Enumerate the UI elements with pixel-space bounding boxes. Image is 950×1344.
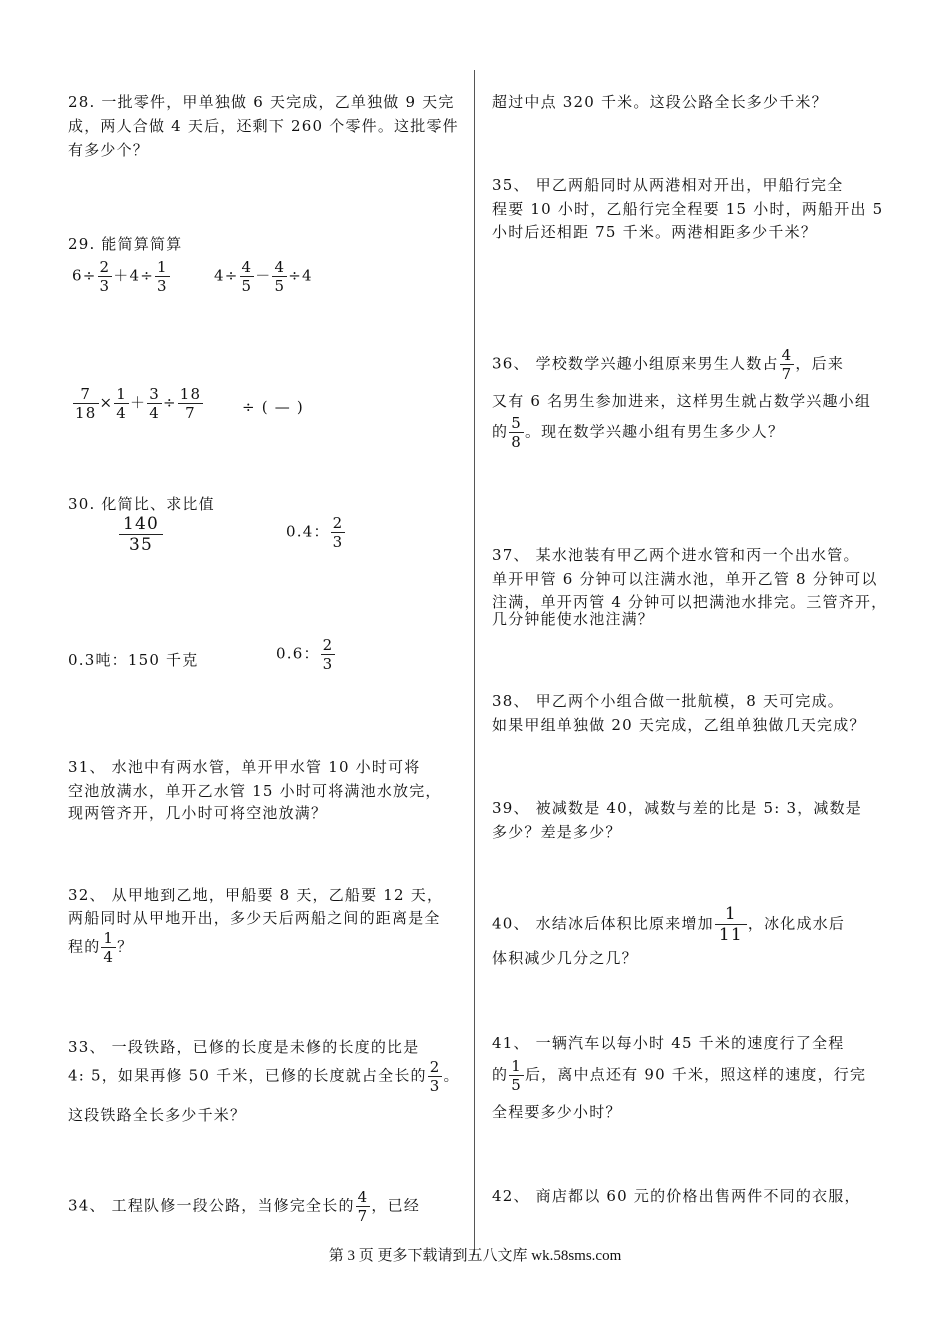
q30-expression-1	[118, 514, 164, 555]
q33-line: 33、 一段铁路，已修的长度是未修的长度的比是	[68, 1038, 420, 1056]
expr-text: －	[255, 266, 272, 285]
q37-line: 几分钟能使水池注满？	[492, 610, 655, 628]
expr-text: 0.4：	[286, 522, 330, 541]
text: 程的	[68, 937, 101, 956]
q30-expression-3: 0.3吨：150 千克	[68, 651, 199, 669]
fraction: $\frac{1}{4}$	[103, 929, 115, 966]
q39-line: 39、 被减数是 40，减数与差的比是 5: 3，减数是	[492, 799, 862, 817]
fraction: $\frac{4}{5}$	[241, 258, 253, 295]
fraction: $\frac{2}{3}$	[99, 258, 111, 295]
expr-text: ÷	[162, 393, 177, 412]
fraction: $\frac{2}{3}$	[332, 514, 344, 551]
expr-text: ＋	[130, 393, 147, 412]
text: 。现在数学兴趣小组有男生多少人？	[524, 422, 785, 441]
q28-line: 有多少个？	[68, 141, 150, 159]
q41-line: 41、 一辆汽车以每小时 45 千米的速度行了全程	[492, 1034, 845, 1052]
text: 34、 工程队修一段公路，当修完全长的	[68, 1196, 355, 1215]
page-footer: 第 3 页 更多下载请到五八文库 wk.58sms.com	[328, 1248, 622, 1264]
expr-text: ÷4	[288, 266, 313, 285]
q34-continuation: 超过中点 320 千米。这段公路全长多少千米？	[492, 93, 828, 111]
q29-title: 29. 能简算简算	[68, 235, 183, 253]
fraction: $\frac{1}{5}$	[511, 1057, 522, 1094]
q35-line: 程要 10 小时，乙船行完全程要 15 小时，两船开出 5	[492, 200, 884, 218]
q41-line	[492, 1057, 866, 1094]
expr-text: 4÷	[214, 266, 239, 285]
q28-line: 28. 一批零件，甲单独做 6 天完成，乙单独做 9 天完	[68, 93, 455, 111]
q38-line: 38、 甲乙两个小组合做一批航模，8 天可完成。	[492, 692, 844, 710]
text: 40、 水结冰后体积比原来增加	[492, 914, 714, 933]
q31-line: 31、 水池中有两水管，单开甲水管 10 小时可将	[68, 758, 421, 776]
fraction: $\frac{5}{8}$	[511, 414, 522, 451]
q35-line: 35、 甲乙两船同时从两港相对开出，甲船行完全	[492, 176, 844, 194]
q32-line: 两船同时从甲地开出，多少天后两船之间的距离是全	[68, 909, 441, 927]
q34-line	[68, 1188, 420, 1225]
fraction: $\frac{1}{4}$	[116, 385, 128, 422]
q36-line	[492, 414, 784, 451]
q28-line: 成，两人合做 4 天后，还剩下 260 个零件。这批零件	[68, 117, 459, 135]
text: 的	[492, 422, 509, 441]
text: ？	[117, 937, 134, 956]
q38-line: 如果甲组单独做 20 天完成，乙组单独做几天完成？	[492, 716, 866, 734]
expr-text: 0.6：	[276, 644, 320, 663]
fraction: $\frac{18}{7}$	[179, 385, 202, 422]
text: 的	[492, 1065, 509, 1084]
expr-text: ×	[99, 393, 114, 412]
q31-line: 空池放满水，单开乙水管 15 小时可将满池水放完，	[68, 782, 442, 800]
column-divider	[474, 70, 475, 1255]
q42-line: 42、 商店都以 60 元的价格出售两件不同的衣服，	[492, 1187, 861, 1205]
q37-line: 单开甲管 6 分钟可以注满水池，单开乙管 8 分钟可以	[492, 570, 878, 588]
q29-expression-2	[214, 258, 313, 295]
expr-text: 6÷	[72, 266, 97, 285]
fraction: $\frac{1}{11}$	[715, 904, 747, 945]
q33-line	[68, 1058, 460, 1095]
q32-line	[68, 929, 133, 966]
q32-line: 32、 从甲地到乙地，甲船要 8 天，乙船要 12 天，	[68, 886, 444, 904]
text: 后，离中点还有 90 千米，照这样的速度，行完	[524, 1065, 867, 1084]
q37-line: 注满，单开丙管 4 分钟可以把满池水排完。三管齐开，	[492, 593, 888, 611]
q37-line: 37、 某水池装有甲乙两个进水管和丙一个出水管。	[492, 546, 860, 564]
fraction: $\frac{1}{3}$	[156, 258, 168, 295]
text: 4: 5，如果再修 50 千米，已修的长度就占全长的	[68, 1066, 427, 1085]
fraction: $\frac{4}{7}$	[357, 1188, 369, 1225]
q29-expression-3	[72, 385, 204, 422]
q31-line: 现两管齐开，几小时可将空池放满？	[68, 804, 328, 822]
fraction: $\frac{4}{7}$	[781, 346, 793, 383]
q29-expression-4: ÷ ( — )	[242, 398, 304, 416]
q39-line: 多少？差是多少？	[492, 823, 622, 841]
q40-line: 体积减少几分之几？	[492, 949, 638, 967]
text: ，已经	[371, 1196, 421, 1215]
fraction: $\frac{140}{35}$	[119, 514, 163, 555]
q40-line	[492, 904, 845, 945]
text: 36、 学校数学兴趣小组原来男生人数占	[492, 354, 779, 373]
fraction: $\frac{2}{3}$	[429, 1058, 441, 1095]
fraction: $\frac{4}{5}$	[274, 258, 286, 295]
fraction: $\frac{2}{3}$	[322, 636, 334, 673]
q41-line: 全程要多少小时？	[492, 1103, 622, 1121]
expr-text: ＋4÷	[113, 266, 154, 285]
fraction: $\frac{7}{18}$	[75, 385, 97, 422]
fraction: $\frac{3}{4}$	[149, 385, 160, 422]
q30-title: 30. 化简比、求比值	[68, 495, 215, 513]
q30-expression-2	[286, 514, 346, 551]
q33-line: 这段铁路全长多少千米？	[68, 1106, 247, 1124]
text: ，后来	[795, 354, 845, 373]
q35-line: 小时后还相距 75 千米。两港相距多少千米？	[492, 223, 818, 241]
text: 。	[443, 1066, 460, 1085]
q30-expression-4	[276, 636, 336, 673]
q29-expression-1	[72, 258, 171, 295]
text: ，冰化成水后	[747, 914, 846, 933]
q36-line: 又有 6 名男生参加进来，这样男生就占数学兴趣小组	[492, 392, 872, 410]
q36-line	[492, 346, 844, 383]
